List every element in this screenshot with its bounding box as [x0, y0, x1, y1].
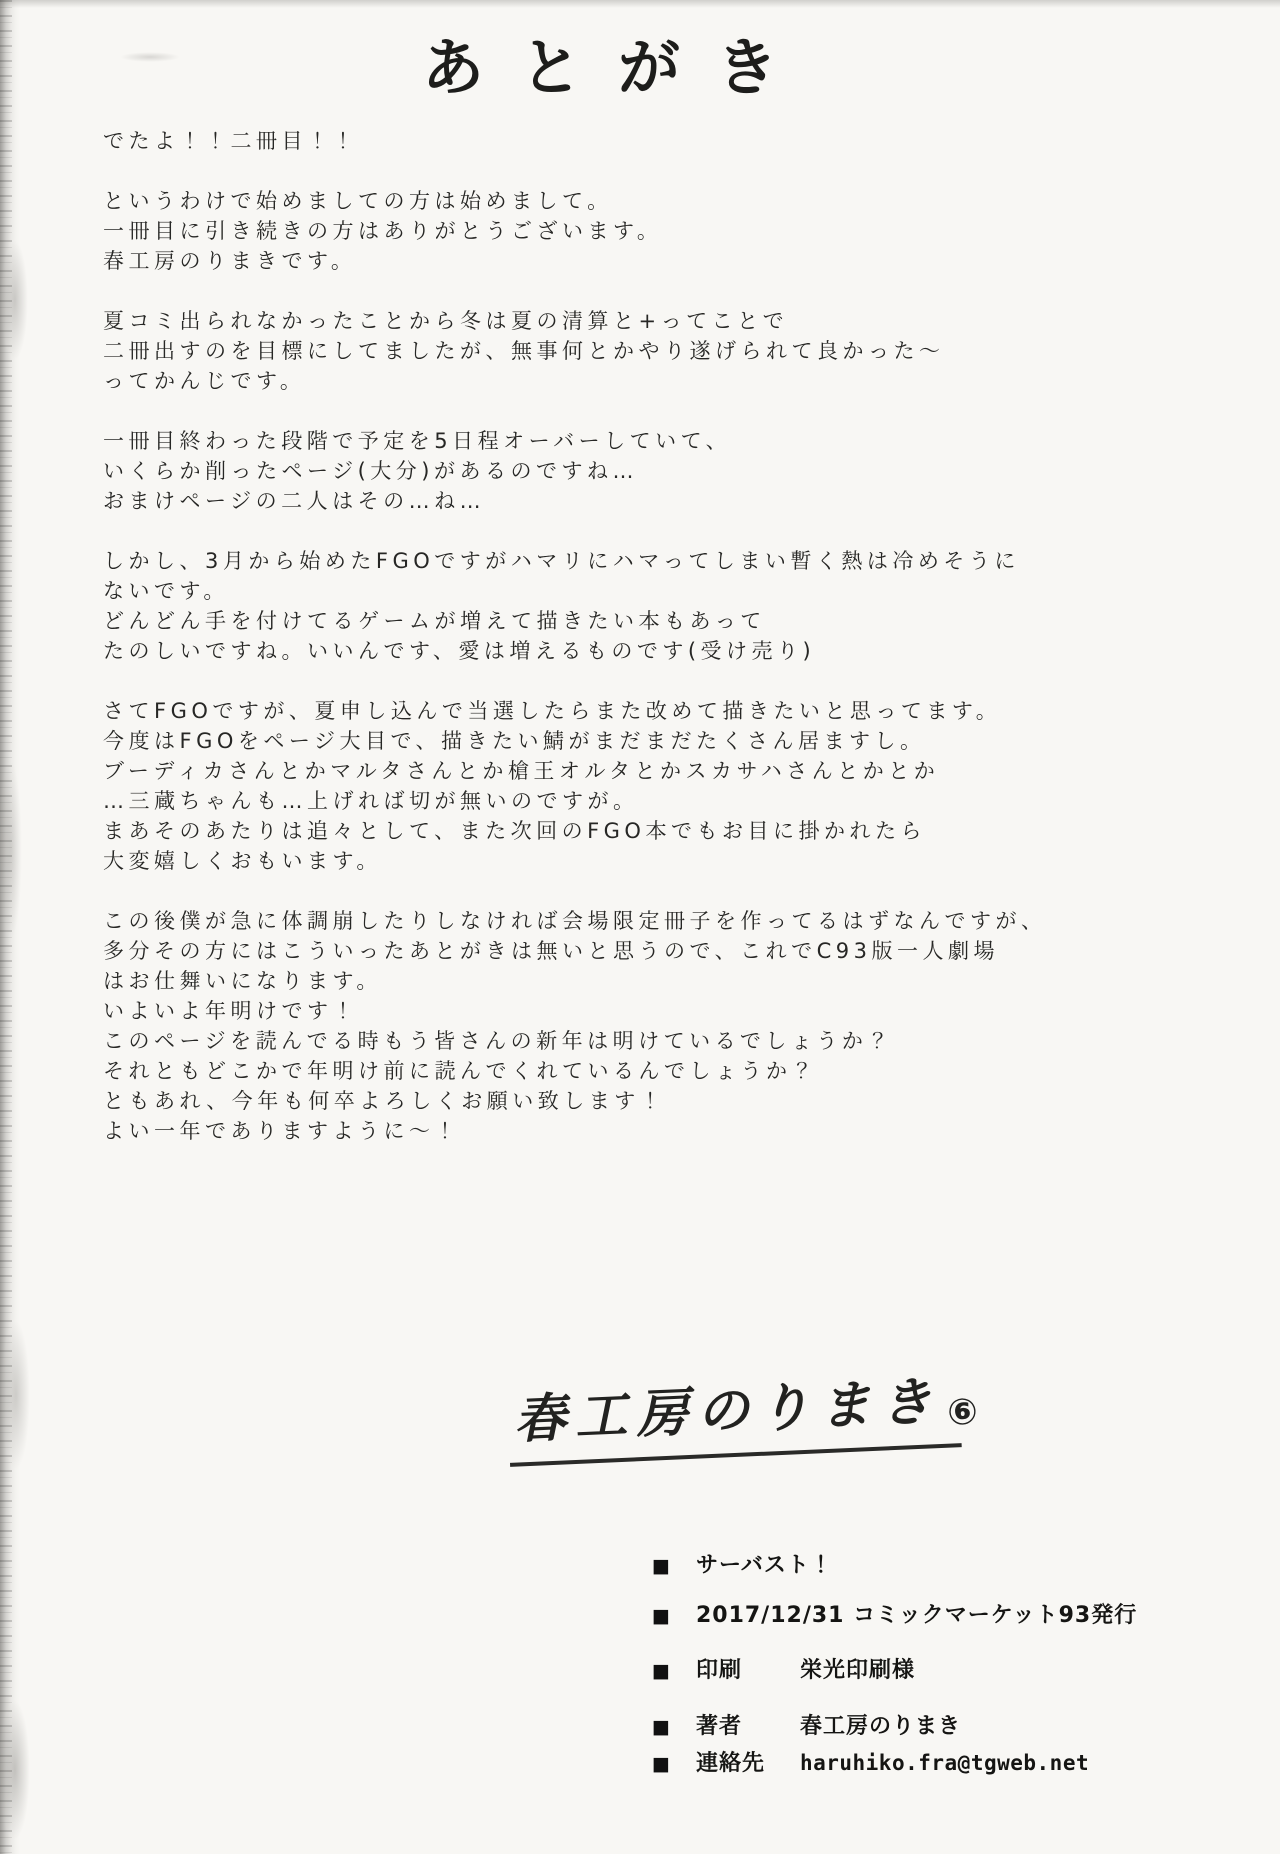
afterword-line: さてFGOですが、夏申し込んで当選したらまた改めて描きたいと思ってます。 — [103, 699, 1002, 723]
colophon — [652, 1548, 1137, 1796]
bullet-square-icon: ■ — [652, 1660, 670, 1682]
scan-noise-streaks — [0, 0, 12, 1854]
bullet-square-icon: ■ — [652, 1605, 670, 1627]
afterword-line: 今度はFGOをページ大目で、描きたい鯖がまだまだたくさん居ますし。 — [103, 729, 926, 753]
afterword-line: まあそのあたりは追々として、また次回のFGO本でもお目に掛かれたら — [103, 819, 926, 843]
signature-block — [506, 1358, 979, 1467]
afterword-line: この後僕が急に体調崩したりしなければ会場限定冊子を作ってるはずなんですが、 — [103, 909, 1047, 933]
paragraph — [103, 696, 1183, 876]
afterword-line: でたよ！！二冊目！！ — [103, 129, 358, 153]
paragraph — [103, 186, 1183, 276]
colophon-label: 印刷 — [695, 1658, 742, 1683]
colophon-value: 栄光印刷様 — [799, 1658, 915, 1683]
page-title: あとがき — [421, 31, 814, 104]
contact-email: haruhiko.fra@tgweb.net — [799, 1751, 1090, 1775]
scan-smudge — [120, 52, 180, 62]
bullet-square-icon: ■ — [652, 1555, 670, 1577]
afterword-line: 二冊出すのを目標にしてましたが、無事何とかやり遂げられて良かった〜 — [103, 339, 945, 363]
bullet-square-icon: ■ — [652, 1753, 670, 1775]
colophon-label: サーバスト！ — [695, 1553, 833, 1578]
afterword-line: というわけで始めましての方は始めまして。 — [103, 189, 613, 213]
paragraph — [103, 546, 1183, 666]
afterword-line: たのしいですね。いいんです、愛は増えるものです(受け売り) — [103, 639, 816, 663]
afterword-line: 一冊目終わった段階で予定を5日程オーバーしていて、 — [103, 429, 732, 453]
paragraph — [103, 426, 1183, 516]
colophon-row — [652, 1653, 1137, 1684]
afterword-line: はお仕舞いになります。 — [103, 969, 382, 993]
afterword-line: 大変嬉しくおもいます。 — [103, 849, 382, 873]
afterword-line: …三蔵ちゃんも…上げれば切が無いのですが。 — [103, 789, 639, 813]
colophon-label: 著者 — [695, 1714, 742, 1739]
colophon-row — [652, 1746, 1137, 1777]
paragraph — [103, 306, 1183, 396]
colophon-row — [652, 1548, 1137, 1579]
afterword-body — [103, 126, 1183, 1176]
colophon-value: 春工房のりまき — [799, 1714, 961, 1739]
afterword-line: いよいよ年明けです！ — [103, 999, 358, 1023]
colophon-row — [652, 1709, 1137, 1740]
afterword-line: いくらか削ったページ(大分)があるのですね… — [103, 459, 638, 483]
afterword-line: 多分その方にはこういったあとがきは無いと思うので、これでC93版一人劇場 — [103, 939, 999, 963]
afterword-line: どんどん手を付けてるゲームが増えて描きたい本もあって — [103, 609, 766, 633]
colophon-label: 2017/12/31 コミックマーケット93発行 — [695, 1603, 1138, 1628]
paragraph — [103, 906, 1183, 1146]
afterword-line: 夏コミ出られなかったことから冬は夏の清算と+ってことで — [103, 309, 789, 333]
paragraph — [103, 126, 1183, 156]
afterword-line: このページを読んでる時もう皆さんの新年は明けているでしょうか？ — [103, 1029, 893, 1053]
afterword-line: おまけページの二人はその…ね… — [103, 489, 486, 513]
colophon-label: 連絡先 — [695, 1751, 765, 1776]
scan-edge-top — [0, 0, 1280, 8]
afterword-line: よい一年でありますように〜！ — [103, 1119, 460, 1143]
colophon-row — [652, 1598, 1137, 1629]
afterword-line: ともあれ、今年も何卒よろしくお願い致します！ — [103, 1089, 666, 1113]
bullet-square-icon: ■ — [652, 1716, 670, 1738]
afterword-line: しかし、3月から始めたFGOですがハマリにハマってしまい暫く熱は冷めそうに — [103, 549, 1020, 573]
afterword-line: ってかんじです。 — [103, 369, 306, 393]
signature-mark: ⑥ — [946, 1391, 979, 1434]
afterword-line: それともどこかで年明け前に読んでくれているんでしょうか？ — [103, 1059, 817, 1083]
afterword-line: 一冊目に引き続きの方はありがとうございます。 — [103, 219, 663, 243]
afterword-line: ないです。 — [103, 579, 229, 603]
signature-text: 春工房のりまき — [512, 1372, 943, 1451]
afterword-line: ブーディカさんとかマルタさんとか槍王オルタとかスカサハさんとかとか — [103, 759, 940, 783]
afterword-line: 春工房のりまきです。 — [103, 249, 357, 273]
